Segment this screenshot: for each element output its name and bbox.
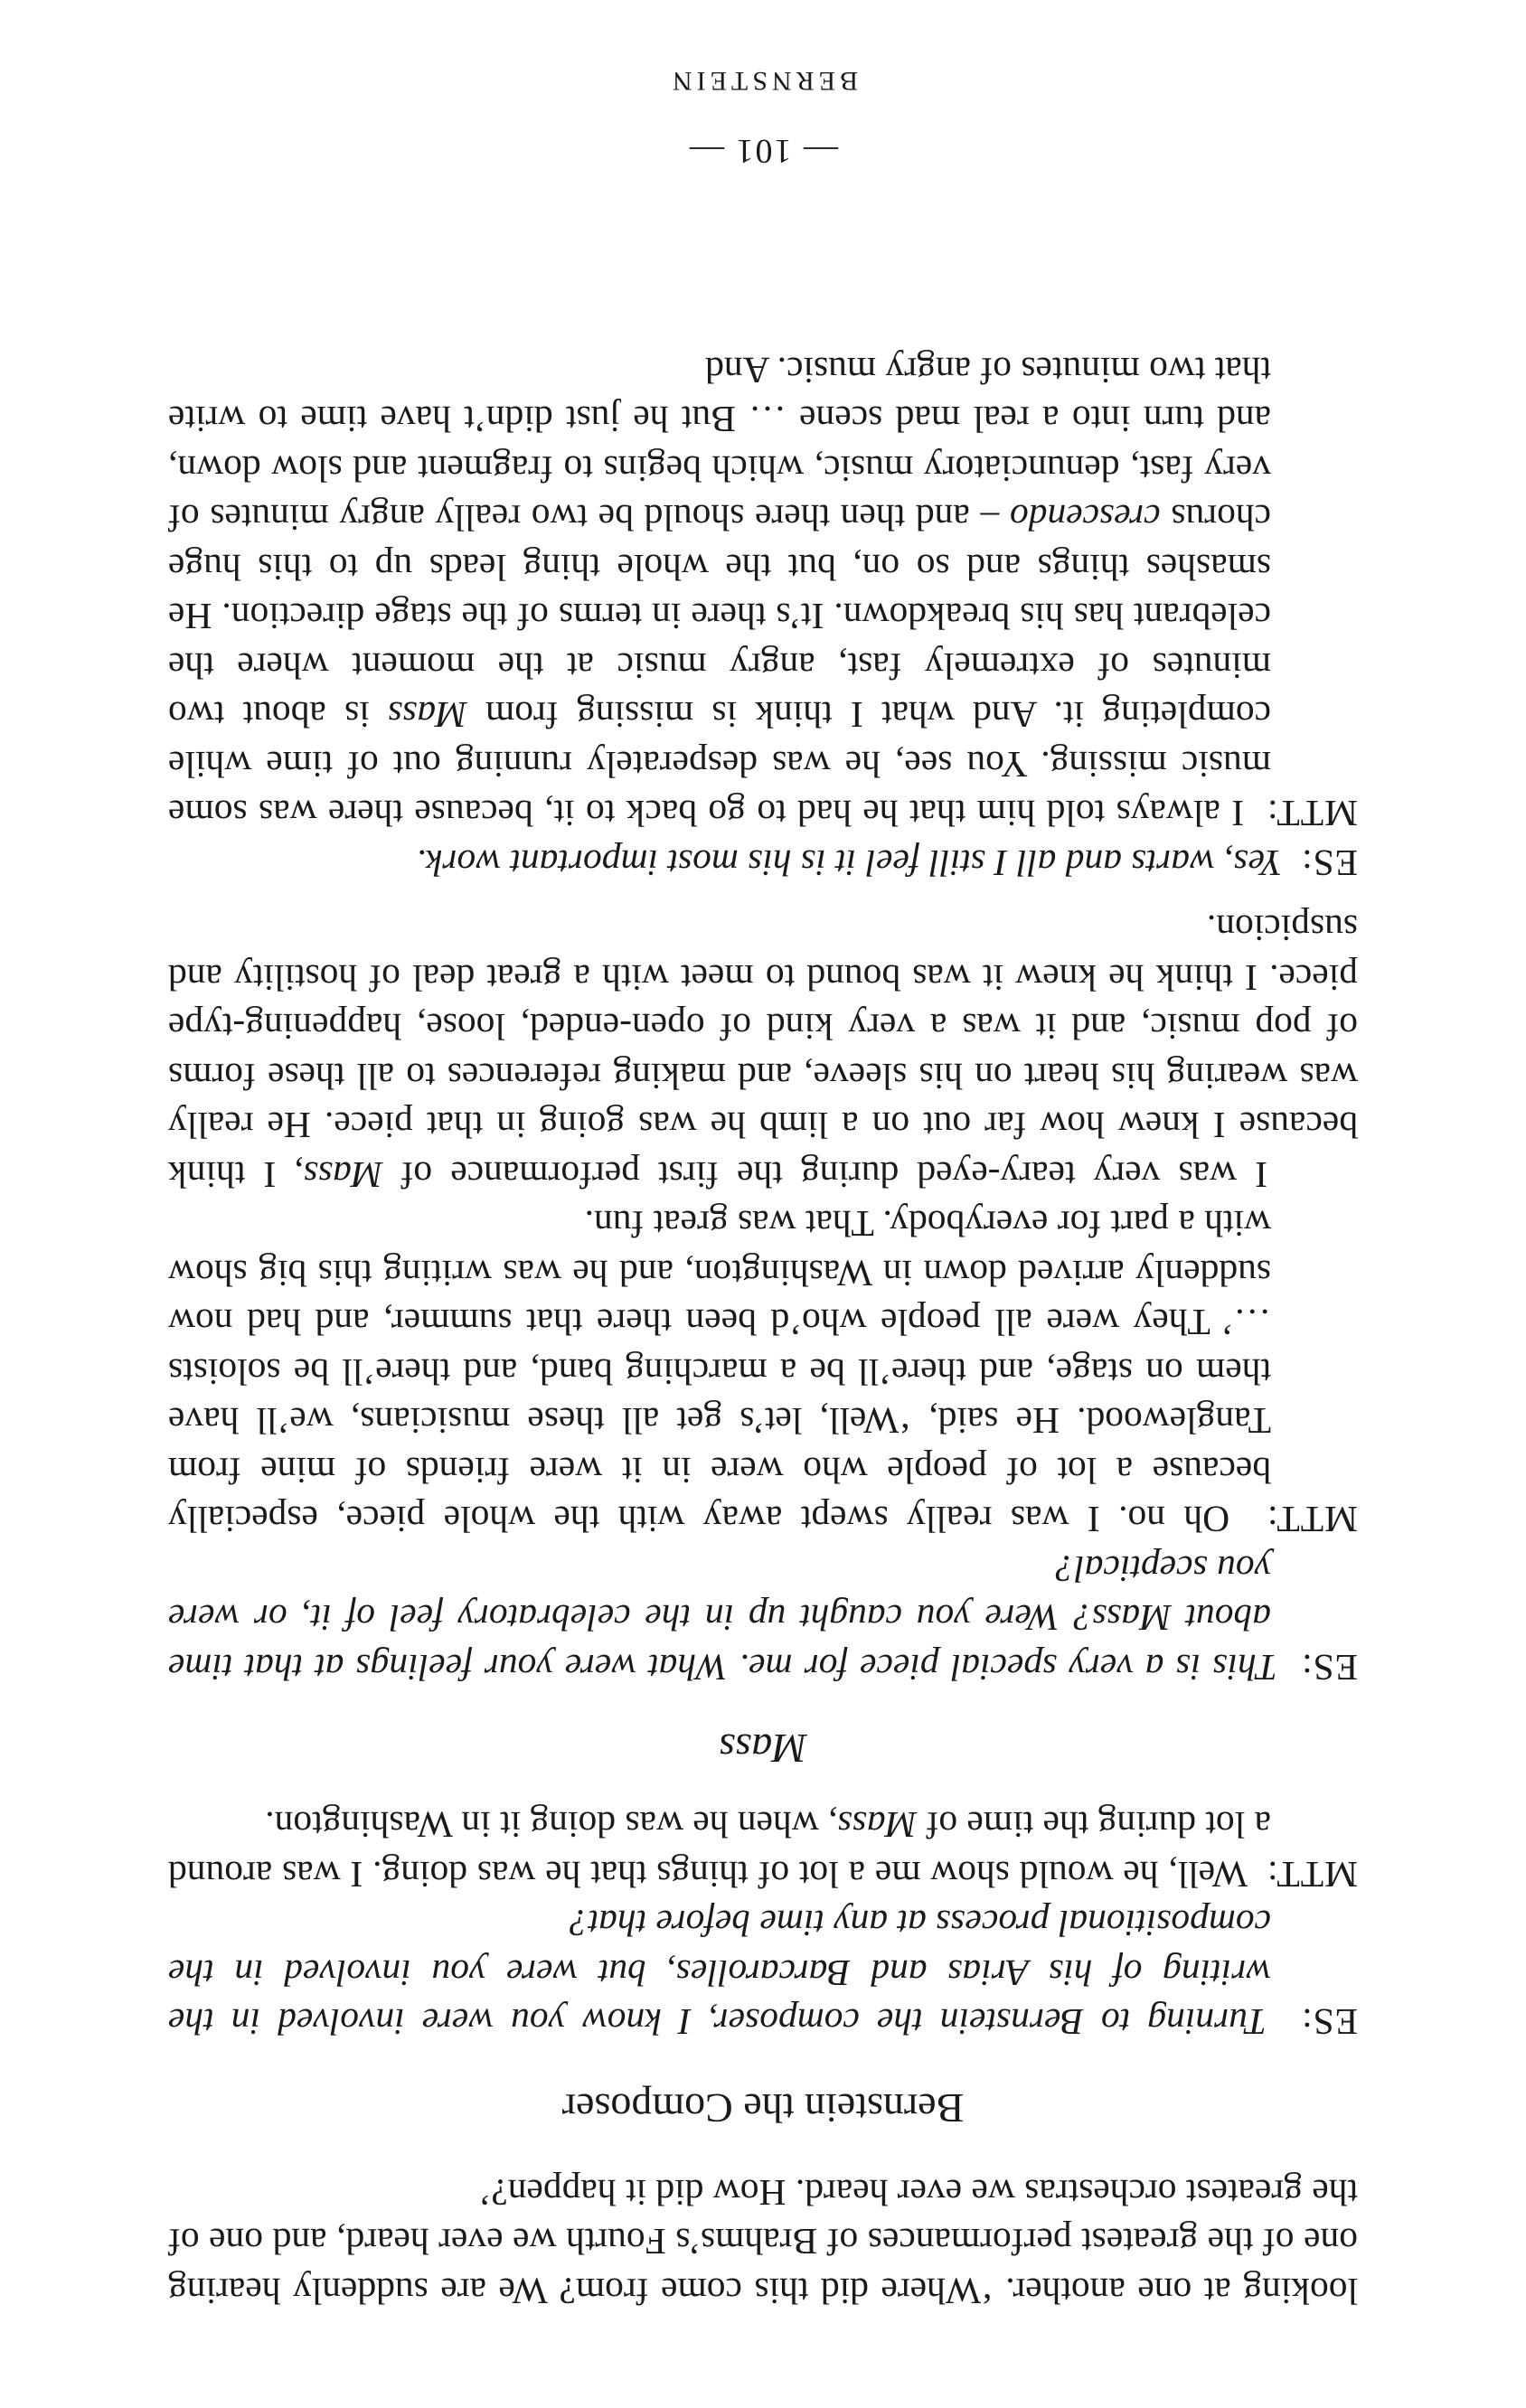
section-heading-mass: Mass [719,1726,807,1772]
section-heading-composer: Bernstein the Composer [561,2085,965,2132]
running-head: BERNSTEIN [668,66,858,96]
question-text: This is a very special piece for me. What were your feelings at that time about Mass? Were you caught up in the celebratory feel of it, or were you sceptical? [168,1548,1277,1688]
speaker-label: ES: [1301,2001,1358,2044]
work-title: Mass [837,1804,918,1847]
intro-paragraph: looking at one another. ‘Where did this come from? We are suddenly hearing one of the greatest performances of Brahms’s Fourth we ever heard, and one of the greatest orchestras we ever heard. How did it happen?’ [168,2172,1358,2312]
page-body [168,346,1358,2317]
speaker-label: ES: [1301,842,1358,884]
question-mass-feelings [168,1545,1358,1693]
answer-text: I always told him that he had to go back to it, because there was some music missing. You see, he was desperately running out of time while completing it. And what I think is missing from [168,694,1271,835]
answer-text: I was very teary-eyed during the first performance of [382,1154,1267,1196]
question-arias [168,1899,1358,2047]
paragraph-gap [168,888,1358,904]
work-title: Mass [388,694,467,737]
speaker-label: ES: [1301,1647,1358,1688]
answer-text: Well, he would show me a lot of things that he was doing. I was around a lot during the time of [168,1804,1271,1895]
speaker-label: MTT: [1266,793,1358,835]
answer-text: Oh no. I was really swept away with the whole piece, especially because a lot of people who were in it were friends of mine from Tanglewood. He said, ‘Well, let’s get all these musicians, we’ll have them on stage, and there’ll be a marching band, and there’ll be soloists …’ They were all people who’d been there that summer, and had now suddenly arrived down in Washington, and he was writing this big show with a part for everybody. That was great fun. [168,1203,1271,1541]
answer-text: , I think because I knew how far out on a limb he was going in that piece. He really was wearing his heart on his sleeve, and making references to all these forms of pop music, and it was a very kind of open-ended, loose, happening-type piece. I think he knew it was bound to meet with a great deal of hostility and suspicion. [168,908,1358,1196]
answer-swept-away [168,1199,1358,1545]
work-title: Mass [303,1154,383,1196]
answer-washington [168,1801,1358,1899]
musical-term: crescendo [1009,497,1161,540]
speaker-label: MTT: [1266,1499,1358,1541]
answer-teary-eyed [168,904,1358,1199]
answer-missing-music [168,346,1358,839]
answer-text: , when he was doing it in Washington. [265,1804,838,1847]
answer-text: is about two minutes of extremely fast, angry music at the moment where the celebrant has his breakdown. It’s there in terms of the stage direction. He smashes things and so on, but the whole thing leads up to this huge chorus [168,497,1271,737]
question-text: Turning to Bernstein the composer, I know you were involved in the writing of his Arias and Barcarolles, but were you involved in the compositional process at any time before that? [167,1903,1271,2044]
question-warts [168,839,1358,889]
speaker-label: MTT: [1266,1854,1358,1895]
answer-text: – and then there should be two really angry minutes of very fast, denunciatory music, which begins to fragment and slow down, and turn into a real mad scene … But he just didn’t have time to write that two minutes of angry music. And [168,350,1271,540]
page-number: — 101 — [688,132,838,170]
question-text: Yes, warts and all I still feel it is his most important work. [416,842,1283,884]
